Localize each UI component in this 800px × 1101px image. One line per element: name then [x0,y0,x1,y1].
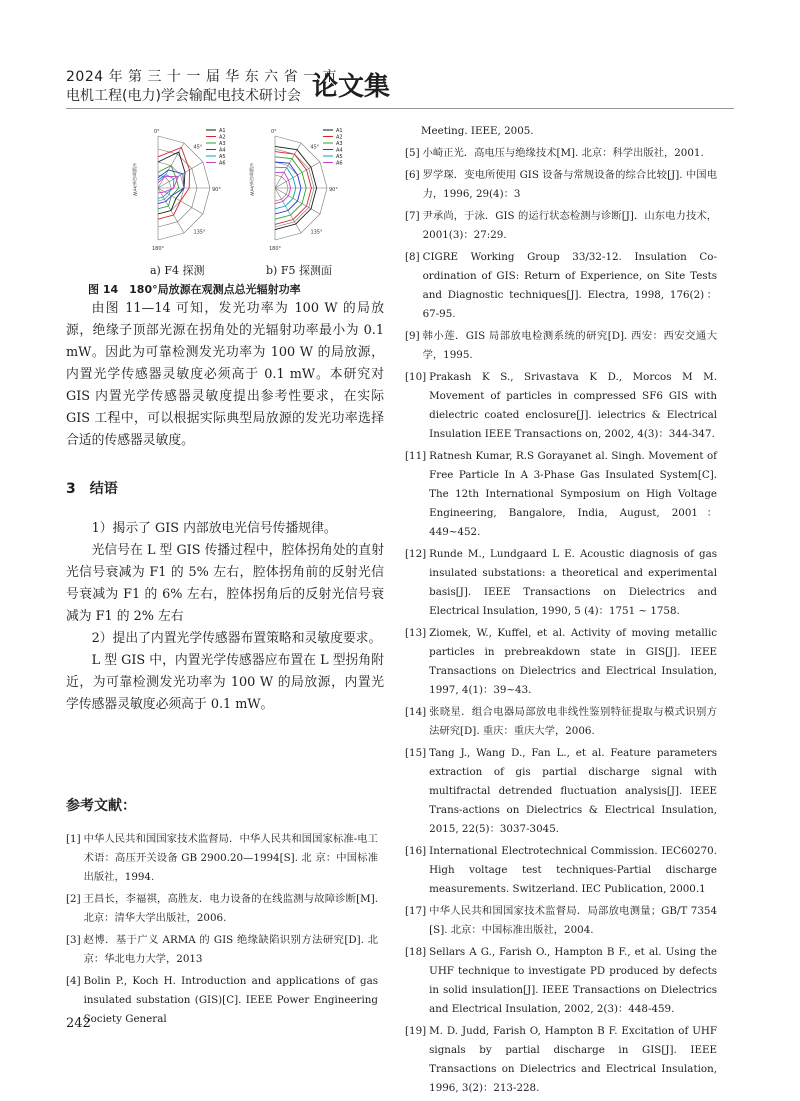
reference-text: International Electrotechnical Commission. IEC60270. High voltage test techniques-Partial discharge measurements. Switzerland. IEC Publication, 2000.1 [429,845,717,895]
reference-text: Prakash K S., Srivastava K D., Morcos M M. Movement of particles in compressed SF6 GIS with dielectric coated enclosure[J]. ielectrics & Electrical Insulation IEEE Transactions on, 2002, 4(3)：344-347. [429,371,717,440]
reference-item [66,830,378,887]
conclusion-paragraph-3: L 型 GIS 中，内置光学传感器应布置在 L 型拐角附近，为可靠检测发光功率为 100 W 的局放源，内置光学传感器灵敏度必须高于 0.1 mW。 [66,653,384,712]
radar-angle-label: 135° [193,229,206,236]
radar-angle-label: 0° [154,129,160,135]
legend-label: A1 [219,128,226,134]
reference-item [405,703,717,741]
reference-number: [10] [405,371,427,383]
header-line-2: 电机工程(电力)学会输配电技术研讨会 [66,88,301,104]
reference-text: Ziomek, W., Kuffel, et al. Activity of moving metallic particles in prebreakdown state in GIS[J]. IEEE Transactions on Dielectrics and Electrical Insulation, 1997, 4(1)：39~43. [429,627,717,696]
conclusion-paragraph-2: 光信号在 L 型 GIS 传播过程中，腔体拐角处的直射光信号衰减为 F1 的 5% 左右，腔体拐角前的反射光信号衰减为 F1 的 6% 左右，腔体拐角后的反射光信号衰减为 F1 的 2% 左右 [66,543,384,624]
reference-item [405,744,717,839]
reference-number: [12] [405,548,427,560]
reference-number: [6] [405,169,420,181]
reference-text: 中华人民共和国国家技术监督局．中华人民共和国国家标准-电工术语：高压开关设备 GB 2900.20—1994[S]. 北 京：中国标准出版社，1994. [83,833,378,883]
page-number: 242 [66,1016,91,1031]
reference-item [66,972,378,1029]
reference-text: 中华人民共和国国家技术监督局．局部放电测量；GB/T 7354 [S]. 北京：中国标准出版社，2004. [429,905,717,936]
legend-label: A6 [219,160,226,167]
header-rule [66,108,734,109]
references-left-column [66,830,378,1032]
radar-series-line [158,176,178,193]
reference-item [405,1022,717,1098]
radar-plot-a [128,120,243,255]
reference-number: [4] [66,975,81,987]
reference-number: [5] [405,147,420,159]
radar-ylabel: 光辐射功率/mW [131,163,137,196]
reference-number: [13] [405,627,427,639]
reference-item [405,207,717,245]
legend-label: A1 [336,128,343,134]
references-right-column [405,122,717,1101]
reference-item [405,943,717,1019]
reference-continuation: Meeting. IEEE, 2005. [421,125,534,137]
conclusion-item-2: 2）提出了内置光学传感器布置策略和灵敏度要求。 [91,631,382,646]
reference-text: Tang J., Wang D., Fan L., et al. Feature parameters extraction of gis partial discharge signal with multifractal detrended fluctuation analysis[J]. IEEE Trans-actions on Dielectrics & Electrical Insulation, 2015, 22(5)：3037-3045. [429,747,717,835]
reference-item [405,624,717,700]
reference-number: [1] [66,833,81,845]
reference-number: [2] [66,893,81,905]
radar-plot-b [245,120,360,255]
reference-text: 罗学琛．变电所使用 GIS 设备与常规设备的综合比较[J]. 中国电力，1996, 29(4)：3 [422,169,717,200]
reference-text: Bolin P., Koch H. Introduction and applications of gas insulated substation (GIS)[C]. IEEE Power Engineering Society General [83,975,378,1025]
legend-label: A5 [336,154,343,160]
legend-label: A2 [336,134,343,141]
reference-number: [17] [405,905,427,917]
figure-14 [120,120,360,270]
reference-text: 张晓星．组合电器局部放电非线性鉴别特征提取与模式识别方法研究[D]. 重庆：重庆大学，2006. [429,706,717,737]
reference-text: 小崎正光．高电压与绝缘技术[M]. 北京：科学出版社，2001. [422,147,704,159]
reference-text: Ratnesh Kumar, R.S Gorayanet al. Singh. Movement of Free Particle In A 3-Phase Gas Insulated System[C]. The 12th International Symposium on High Voltage Engineering, Bangalore, India, August, 2001：449~452. [429,450,717,538]
reference-item [405,447,717,542]
reference-number: [16] [405,845,427,857]
legend-label: A3 [336,141,343,147]
radar-angle-label: 45° [193,144,203,151]
reference-number: [18] [405,946,427,958]
references-title: 参考文献： [66,798,136,814]
radar-series-line [158,152,185,214]
legend-label: A2 [219,134,226,141]
reference-item [405,902,717,940]
reference-number: [8] [405,251,420,263]
radar-angle-label: 45° [310,144,320,151]
reference-item [66,890,378,928]
reference-item [405,842,717,899]
reference-number: [11] [405,450,427,462]
reference-number: [15] [405,747,427,759]
radar-angle-label: 90° [212,187,221,193]
reference-number: [3] [66,934,81,946]
radar-angle-label: 180° [152,246,165,252]
reference-text: M. D. Judd, Farish O, Hampton B F. Excitation of UHF signals by partial discharge in GIS[J]. IEEE Transactions on Dielectrics and Electrical Insulation, 1996, 3(2)：213-228. [429,1025,717,1094]
reference-item [405,545,717,621]
reference-text: 尹承尚，于泳．GIS 的运行状态检测与诊断[J]．山东电力技术，2001(3)：27:29. [422,210,717,241]
legend-label: A6 [336,160,343,167]
reference-number: [19] [405,1025,427,1037]
figure-caption: 图 14 180°局放源在观测点总光辐射功率 [88,283,301,296]
reference-text: 赵博．基于广义 ARMA 的 GIS 绝缘缺陷识别方法研究[D]. 北京：华北电力大学，2013 [83,934,378,965]
body-paragraph-1: 由图 11—14 可知，发光功率为 100 W 的局放源，绝缘子顶部光源在拐角处的光辐射功率最小为 0.1 mW。因此为可靠检测发光功率为 100 W 的局放源，内置光学传感器灵敏度必须高于 0.1 mW。本研究对 GIS 内置光学传感器灵敏度提出参考性要求，在实际 GIS 工程中，可以根据实际典型局放源的发光功率选择合适的传感器灵敏度。 [66,301,384,448]
legend-label: A4 [219,147,226,154]
reference-item [405,248,717,324]
reference-text: 王昌长，李福祺，高胜友．电力设备的在线监测与故障诊断[M]. 北京：清华大学出版社，2006. [83,893,378,924]
reference-item [405,327,717,365]
subcaption-a: a) F4 探测 [150,264,205,277]
reference-text: Sellars A G., Farish O., Hampton B F., et al. Using the UHF technique to investigate PD produced by defects in solid insulation[J]. IEEE Transactions on Dielectrics and Electrical Insulation, 2002, 2(3)：448-459. [429,946,717,1015]
reference-item [405,144,717,163]
header-proceedings-title: 论文集 [312,72,391,102]
conclusion-item-1: 1）揭示了 GIS 内部放电光信号传播规律。 [91,521,337,536]
radar-ylabel: 光辐射功率/mW [248,163,254,196]
legend-label: A4 [336,147,343,154]
radar-angle-label: 0° [271,129,277,135]
reference-number: [14] [405,706,427,718]
section-title-conclusion: 3 结语 [66,481,118,497]
radar-angle-label: 180° [269,246,282,252]
reference-text: CIGRE Working Group 33/32-12. Insulation Co-ordination of GIS: Return of Experience, on Site Tests and Diagnostic techniques[J]. Electra, 1998, 176(2)：67-95. [422,251,717,320]
reference-number: [9] [405,330,420,342]
reference-number: [7] [405,210,420,222]
legend-label: A3 [219,141,226,147]
legend-label: A5 [219,154,226,160]
radar-angle-label: 90° [329,187,338,193]
radar-angle-label: 135° [310,229,323,236]
reference-text: Runde M., Lundgaard L E. Acoustic diagnosis of gas insulated substations: a theoretical and experimental basis[J]. IEEE Transactions on Dielectrics and Electrical Insulation, 1990, 5 (4)：1751 ~ 1758. [429,548,717,617]
conclusion-body [66,518,384,716]
reference-item [405,166,717,204]
reference-item [66,931,378,969]
header-line-1: 2024 年 第 三 十 一 届 华 东 六 省 一 市 [66,69,338,85]
reference-item [405,368,717,444]
subcaption-b: b) F5 探测面 [266,264,332,277]
reference-text: 韩小莲．GIS 局部放电检测系统的研究[D]. 西安：西安交通大学，1995. [422,330,717,361]
